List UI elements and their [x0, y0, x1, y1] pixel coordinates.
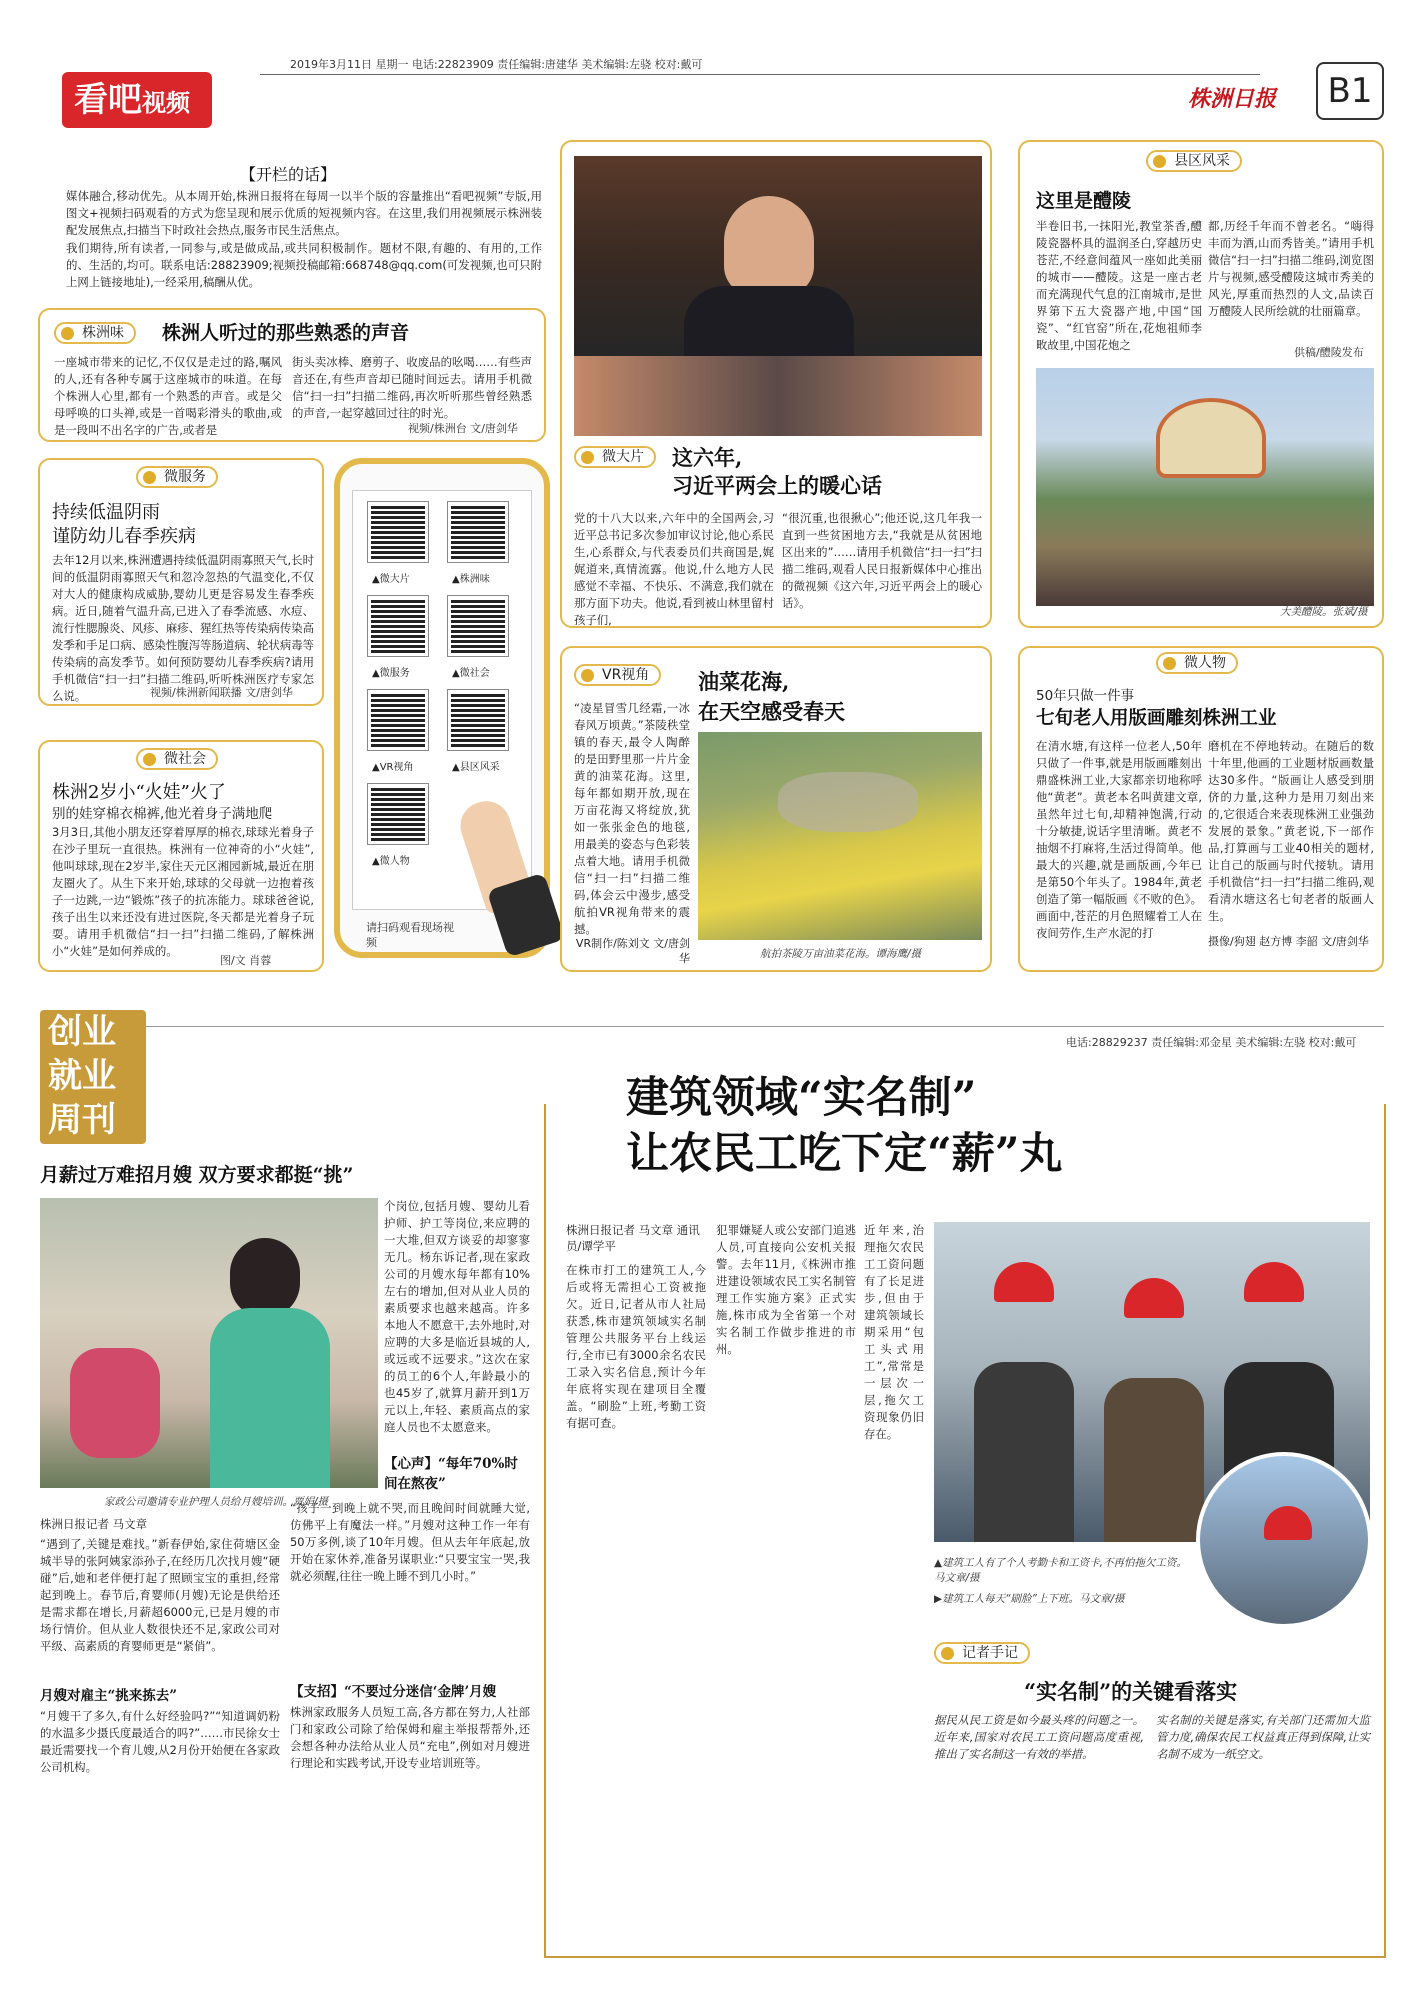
shimingzhi-photo-caption2: ▶建筑工人每天“刷脸”上下班。马文章/摄 — [934, 1593, 1125, 1605]
weishehui-body: 3月3日,其他小朋友还穿着厚厚的棉衣,球球光着身子在沙子里玩一直很热。株洲有一位神奇的小“火娃”,他叫球球,现在2岁半,家住天元区湘园新城,最近在朋友圈火了。从生下来开始,球球的父母就一边抱着孩子一边跳,一边“锻炼”孩子的抗冻能力。球球爸爸说,孩子出生以来还没有进过医院,冬天都是光着身子玩耍。请用手机微信“扫一扫”扫描二维码,了解株洲小“火娃”是如何养成的。 — [52, 825, 314, 958]
chuangye-left-col2: “月嫂干了多久,有什么好经验吗?”“知道调奶粉的水温多少摄氏度最适合的吗?”……市民徐女士最近需要找一个育儿嫂,从2月份开始便在各家政公司机构。 — [40, 1709, 280, 1774]
xianqu-photo-caption: 大美醴陵。张斌/摄 — [1280, 606, 1368, 618]
chuangye-mid-col2: 株洲家政服务人员短工高,各方都在努力,人社部门和家政公司除了给保姆和雇主举报帮帮外,还会想各种办法给从业人员“充电”,例如对月嫂进行理论和实践考试,开设专业培训班等。 — [290, 1705, 530, 1770]
qr-label: ▲县区风采 — [452, 762, 500, 773]
weirenwu-kicker: 50年只做一件事 — [1036, 688, 1135, 704]
vr-title2: 在天空感受春天 — [698, 699, 845, 724]
weirenwu-credit: 摄像/狗翅 赵方博 李韶 文/唐剑华 — [1208, 935, 1369, 948]
weifuwu-body: 去年12月以来,株洲遭遇持续低温阴雨寡照天气,长时间的低温阴雨寡照天气和忽冷忽热的气温变化,不仅对大人的健康构成威胁,婴幼儿更是容易发生春季疾病。近日,随着气温升高,已进入了春季流感、水痘、流行性腮腺炎、风疹、麻疹、猩红热等传染病传染高发季和手足口病、感染性腹泻等肠道病、轮状病毒等传染病的高发季节。如何预防婴幼儿春季疾病?请用手机微信“扫一扫”扫描二维码,听听株洲医疗专家怎么说。 — [52, 553, 314, 703]
phone-caption: 请扫码观看现场视频 — [366, 921, 454, 949]
xianqu-title: 这里是醴陵 — [1036, 190, 1132, 212]
chuangye-logo-text: 创业 就业 周刊 — [48, 1012, 116, 1140]
page-number: B1 — [1316, 62, 1384, 120]
shimingzhi-c3: 近年来,治理拖欠农民工工资问题有了长足进步,但由于建筑领域长期采用“包工头式用工”,常常是一层次一层,拖欠工资现象仍旧存在。 — [864, 1223, 924, 1441]
weidapian-c1: 党的十八大以来,六年中的全国两会,习近平总书记多次参加审议讨论,他心系民生,心系群众,与代表委员们共商国是,娓娓道来,真情流露。他说,什么地方人民感觉不幸福、不快乐、不满意,我们就在那方面下功夫。他说,看到被山林里留村孩子们, — [574, 511, 774, 627]
xianqu-credit: 供稿/醴陵发布 — [1294, 346, 1364, 359]
masthead: 株洲日报 — [1188, 86, 1277, 112]
chuangye-sub3: 【支招】“不要过分迷信‘金牌’月嫂 — [290, 1684, 497, 1700]
jizhe-title: “实名制”的关键看落实 — [1024, 1679, 1238, 1704]
weifuwu-title2: 谨防幼儿春季疾病 — [52, 526, 196, 547]
shimingzhi-c1: 在株市打工的建筑工人,今后或将无需担心工资被拖欠。近日,记者从市人社局获悉,株市建筑领域实名制管理公共服务平台上线运行,全市已有3000余名农民工录入实名信息,预计今年年底将实现在建项目全覆盖。“刷脸”上班,考勤工资有据可查。 — [566, 1263, 706, 1430]
tag-dot-icon — [941, 1647, 954, 1660]
weirenwu-c1: 在清水塘,有这样一位老人,50年只做了一件事,就是用版画雕刻出鼎盛株洲工业,大家都亲切地称呼他“黄老”。黄老本名叫黄建文章,虽然年过七旬,却精神饱满,行动十分敏捷,说话字里清晰。黄老不抽烟不打麻将,生活过得简单。他最大的兴趣,就是画版画,今年已是第50个年头了。1984年,黄老创造了第一幅版画《不败的色》。画面中,苍茫的月色照耀着工人在夜间劳作,生产水泥的打 — [1036, 739, 1202, 940]
kaijuan-p2: 我们期待,所有读者,一同参与,或是做成品,或共同积极制作。题材不限,有趣的、有用的,工作的、生活的,均可。联系电话:28823909;视频投稿邮箱:668748@qq.com(可发视频,也可只附上网上链接地址),一经采用,稿酬从优。 — [66, 241, 542, 289]
shimingzhi-title1: 建筑领域“实名制” — [626, 1073, 977, 1123]
weifuwu-title1: 持续低温阴雨 — [52, 502, 160, 523]
xianqu-photo — [1036, 368, 1374, 606]
weishehui-tag: 微社会 — [136, 748, 218, 770]
weishehui-subtitle: 别的娃穿棉衣棉裤,他光着身子满地爬 — [52, 806, 273, 822]
tag-dot-icon — [143, 753, 156, 766]
chuangye-sub1: 【心声】“每年70%时间在熬夜” — [384, 1456, 518, 1492]
weirenwu-tag: 微人物 — [1156, 652, 1238, 674]
chuangye-sub2: 月嫂对雇主“挑来拣去” — [40, 1688, 178, 1704]
chuangye-photo — [40, 1198, 378, 1488]
weishehui-credit: 图/文 肖蓉 — [220, 954, 272, 967]
qr-label: ▲微人物 — [372, 856, 410, 867]
shimingzhi-title2: 让农民工吃下定“薪”丸 — [626, 1129, 1063, 1179]
vr-photo-caption: 航拍茶陵万亩油菜花海。谭海鹰/摄 — [760, 948, 922, 960]
kaijuan-title: 【开栏的话】 — [240, 165, 337, 184]
weidapian-title1: 这六年, — [672, 445, 743, 470]
qr-code-zhouwei[interactable] — [448, 502, 508, 562]
zhouwei-p2: 街头卖冰棒、磨剪子、收废品的吆喝……有些声音还在,有些声音却已随时间远去。请用手机微信“扫一扫”扫描二维码,再次听听那些曾经熟悉的声音,一起穿越回过往的时光。 — [292, 355, 532, 420]
tag-dot-icon — [61, 327, 74, 340]
zhouwei-p1: 一座城市带来的记忆,不仅仅是走过的路,嘱风的人,还有各种专属于这座城市的味道。在每个株洲人心里,都有一个熟悉的声音。或是父母呼唤的口头禅,或是一首喝彩滑头的歌曲,或是一段叫不出名字的广告,或者是 — [54, 355, 282, 437]
chuangye-left-col: “遇到了,关键是难找。”新春伊始,家住荷塘区金城半导的张阿姨家添孙子,在经历几次找月嫂“硬碰”后,她和老伴便打起了照顾宝宝的重担,经常起到晚上。春节后,育婴师(月嫂)无论是供给还是需求都在增长,月薪超6000元,已是月嫂的市场行情价。但从业人数很快还不足,家政公司对平级、高素质的育婴师更是“紧俏”。 — [40, 1537, 280, 1653]
vr-tag: VR视角 — [574, 664, 661, 686]
qr-code-weishehui[interactable] — [448, 596, 508, 656]
vr-body: “凌星冒雪几经霜,一冰春风万顷黄。”茶陵秩堂镇的春天,最令人陶醉的是田野里那一片片金黄的油菜花海。这里,每年都如期开放,现在万亩花海又将绽放,犹如一张张金色的地毯,用最美的姿态与色彩装点着大地。请用手机微信“扫一扫”扫描二维码,体会云中漫步,感受航拍VR视角带来的震撼。 — [574, 701, 690, 936]
zhouwei-tag: 株洲味 — [54, 322, 136, 344]
shimingzhi-photo2 — [1196, 1452, 1372, 1628]
xianqu-c1: 半卷旧书,一抹阳光,教堂茶香,醴陵瓷器杯具的温润圣白,穿越历史苍茫,不经意间蕴风一座如此美丽的城市——醴陵。这是一座古老而充满现代气息的江南城市,是世界第下五大瓷器产地,中国“国瓷”、“红官窑”所在,花炮祖师李畋故里,中国花炮之 — [1036, 219, 1202, 352]
chuangye-title: 月薪过万难招月嫂 双方要求都挺“挑” — [40, 1164, 354, 1186]
qr-label: ▲微大片 — [372, 574, 410, 585]
qr-code-xianqu[interactable] — [448, 690, 508, 750]
qr-label: ▲微社会 — [452, 668, 490, 679]
kaijuan-p1: 媒体融合,移动优先。从本周开始,株洲日报将在每周一以半个版的容量推出“看吧视频”专版,用图文+视频扫码观看的方式为您呈现和展示优质的短视频内容。在这里,我们用视频展示株洲装配发展焦点,扫描当下时政社会热点,服务市民生活焦点。 — [66, 189, 542, 237]
chuangye-mid-col: “孩子一到晚上就不哭,而且晚间时间就睡大觉,仿佛平上有魔法一样。”月嫂对这种工作一年有50万多例,谈了10年月嫂。但从去年年底起,放开始在家休养,准备另谋职业:“只要宝宝一哭,我就必须醒,往往一晚上睡不到几小时。” — [290, 1501, 530, 1583]
vr-photo — [698, 732, 982, 940]
bottom-meta: 电话:28829237 责任编辑:邓金星 美术编辑:左骁 校对:戴可 — [1066, 1036, 1357, 1049]
qr-label: ▲微服务 — [372, 668, 410, 679]
weidapian-tag: 微大片 — [574, 446, 656, 468]
xianqu-tag: 县区风采 — [1146, 150, 1242, 172]
page-logo: 看吧视频 — [62, 72, 212, 128]
shimingzhi-photo-caption1: ▲建筑工人有了个人考勤卡和工资卡,不再怕拖欠工资。马文章/摄 — [934, 1557, 1187, 1584]
weidapian-c2: “很沉重,也很揪心”;他还说,这几年我一直到一些贫困地方去,“我就是从贫困地区出来的”……请用手机微信“扫一扫”扫描二维码,观看人民日报新媒体中心推出的微视频《这六年,习近平两会上的暖心话》。 — [782, 511, 982, 610]
chuangye-byline: 株洲日报记者 马文章 — [40, 1517, 148, 1531]
weishehui-title: 株洲2岁小“火娃”火了 — [52, 782, 226, 803]
shimingzhi-byline: 株洲日报记者 马文章 通讯员/谭学平 — [566, 1223, 700, 1253]
jizhe-c2: 实名制的关键是落实,有关部门还需加大监管力度,确保农民工权益真正得到保障,让实名制不成为一纸空文。 — [1156, 1713, 1370, 1761]
tag-dot-icon — [581, 669, 594, 682]
shimingzhi-c2: 犯罪嫌疑人或公安部门追逃人员,可直接向公安机关报警。去年11月,《株洲市推进建设领域农民工实名制管理工作实施方案》正式实施,株市成为全省第一个对实名制工作做步推进的市州。 — [716, 1223, 856, 1356]
vr-credit: VR制作/陈刘文 文/唐剑华 — [575, 937, 690, 965]
weidapian-photo — [574, 156, 982, 436]
weifuwu-credit: 视频/株洲新闻联播 文/唐剑华 — [150, 686, 293, 699]
tag-dot-icon — [1153, 155, 1166, 168]
chuangye-photo-caption: 家政公司邀请专业护理人员给月嫂培训。贾娟/摄 — [104, 1496, 329, 1508]
weifuwu-tag: 微服务 — [136, 466, 218, 488]
weirenwu-c2: 磨机在不停地转动。在随后的数十年里,他画的工业题材版画数量达30多件。“版画让人感受到朋侪的力量,这种力是用刀刻出来的,它很适合来表现株洲工业强劲发展的景象。”黄老说,下一部作品,打算画与工业40相关的题材,让自己的版画与时代接轨。请用手机微信“扫一扫”扫描二维码,观看清水塘这名七旬老者的版画人生。 — [1208, 739, 1374, 923]
qr-code-weifuwu[interactable] — [368, 596, 428, 656]
zhouwei-credit: 视频/株洲台 文/唐剑华 — [408, 422, 518, 435]
weirenwu-title: 七旬老人用版画雕刻株洲工业 — [1036, 708, 1277, 729]
qr-label: ▲VR视角 — [372, 762, 414, 773]
qr-code-weidapian[interactable] — [368, 502, 428, 562]
qr-code-weirenwu[interactable] — [368, 784, 428, 844]
xianqu-c2: 都,历经千年而不曾老名。“嗨得丰而为酒,山而秀皆美。”请用手机微信“扫一扫”扫描二维码,浏览图片与视频,感受醴陵这城市秀美的风光,厚重而热烈的人文,品读百万醴陵人民所绘就的壮丽篇章。 — [1208, 219, 1374, 318]
zhouwei-title: 株洲人听过的那些熟悉的声音 — [162, 322, 410, 344]
qr-code-vr[interactable] — [368, 690, 428, 750]
jizhe-tag: 记者手记 — [934, 1642, 1030, 1664]
chuangye-right-col: 个岗位,包括月嫂、婴幼儿看护师、护工等岗位,来应聘的一大堆,但双方谈妥的却寥寥无几。杨东诉记者,现在家政公司的月嫂水每年都有10%左右的增加,但对从业人员的素质要求也越来越高。许多本地人不愿意干,去外地时,对应聘的大多是临近县城的人,或远或不远要求。”这次在家的员工的6个人,年龄最小的也45岁了,就算月薪开到1万元以上,年轻、素质高点的家庭人员也不太愿意来。 — [384, 1199, 530, 1434]
tag-dot-icon — [1163, 657, 1176, 670]
weidapian-title2: 习近平两会上的暖心话 — [672, 473, 882, 498]
vr-title1: 油菜花海, — [698, 669, 790, 694]
tag-dot-icon — [143, 471, 156, 484]
qr-label: ▲株洲味 — [452, 574, 490, 585]
header-meta: 2019年3月11日 星期一 电话:22823909 责任编辑:唐建华 美术编辑:左骁 校对:戴可 — [290, 58, 703, 71]
jizhe-c1: 据民从民工资是如今最头疼的问题之一。近年来,国家对农民工工资问题高度重视,推出了实名制这一有效的举措。 — [934, 1713, 1144, 1761]
tag-dot-icon — [581, 451, 594, 464]
